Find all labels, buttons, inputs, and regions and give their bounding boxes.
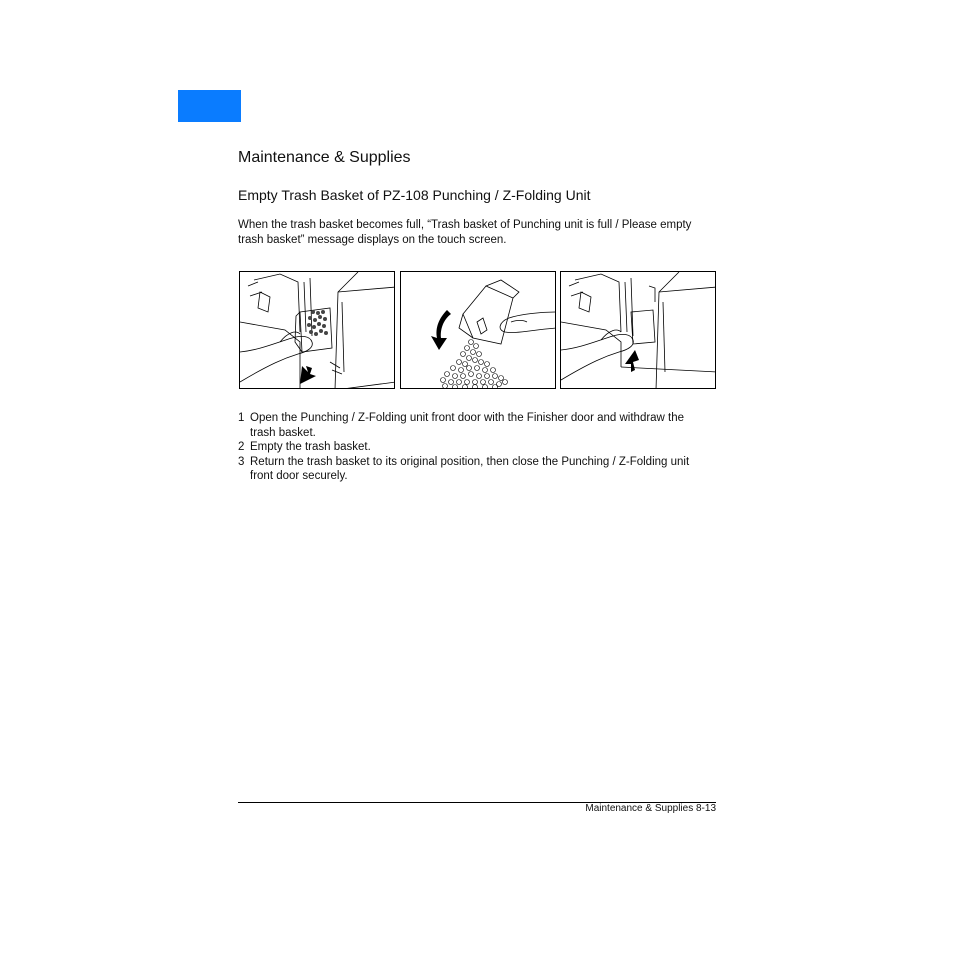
chapter-tab-marker bbox=[178, 90, 241, 122]
step-number: 2 bbox=[238, 441, 245, 453]
illustration-return-basket bbox=[560, 271, 716, 389]
intro-paragraph bbox=[238, 218, 718, 248]
intro-line: trash basket” message displays on the touch screen. bbox=[238, 234, 507, 246]
step-number: 3 bbox=[238, 455, 245, 468]
illustration-empty-basket bbox=[400, 271, 556, 389]
step-item bbox=[238, 440, 718, 455]
step-item bbox=[238, 455, 718, 484]
section-subtitle: Empty Trash Basket of PZ-108 Punching / Z-Folding Unit bbox=[238, 187, 591, 203]
procedure-steps bbox=[238, 411, 718, 484]
step-text: Open the Punching / Z-Folding unit front door with the Finisher door and withdraw the bbox=[250, 412, 685, 424]
step-text: front door securely. bbox=[250, 470, 348, 482]
step-text: trash basket. bbox=[250, 426, 316, 439]
intro-line: When the trash basket becomes full, “Trash basket of Punching unit is full / Please empty bbox=[238, 219, 692, 231]
step-text: Empty the trash basket. bbox=[250, 441, 371, 453]
section-title: Maintenance & Supplies bbox=[238, 149, 411, 166]
step-text: Return the trash basket to its original position, then close the Punching / Z-Folding unit bbox=[250, 455, 690, 468]
illustration-withdraw-basket bbox=[239, 271, 395, 389]
step-number: 1 bbox=[238, 412, 245, 424]
page-footer: Maintenance & Supplies 8-13 bbox=[585, 803, 716, 814]
step-item bbox=[238, 411, 718, 440]
